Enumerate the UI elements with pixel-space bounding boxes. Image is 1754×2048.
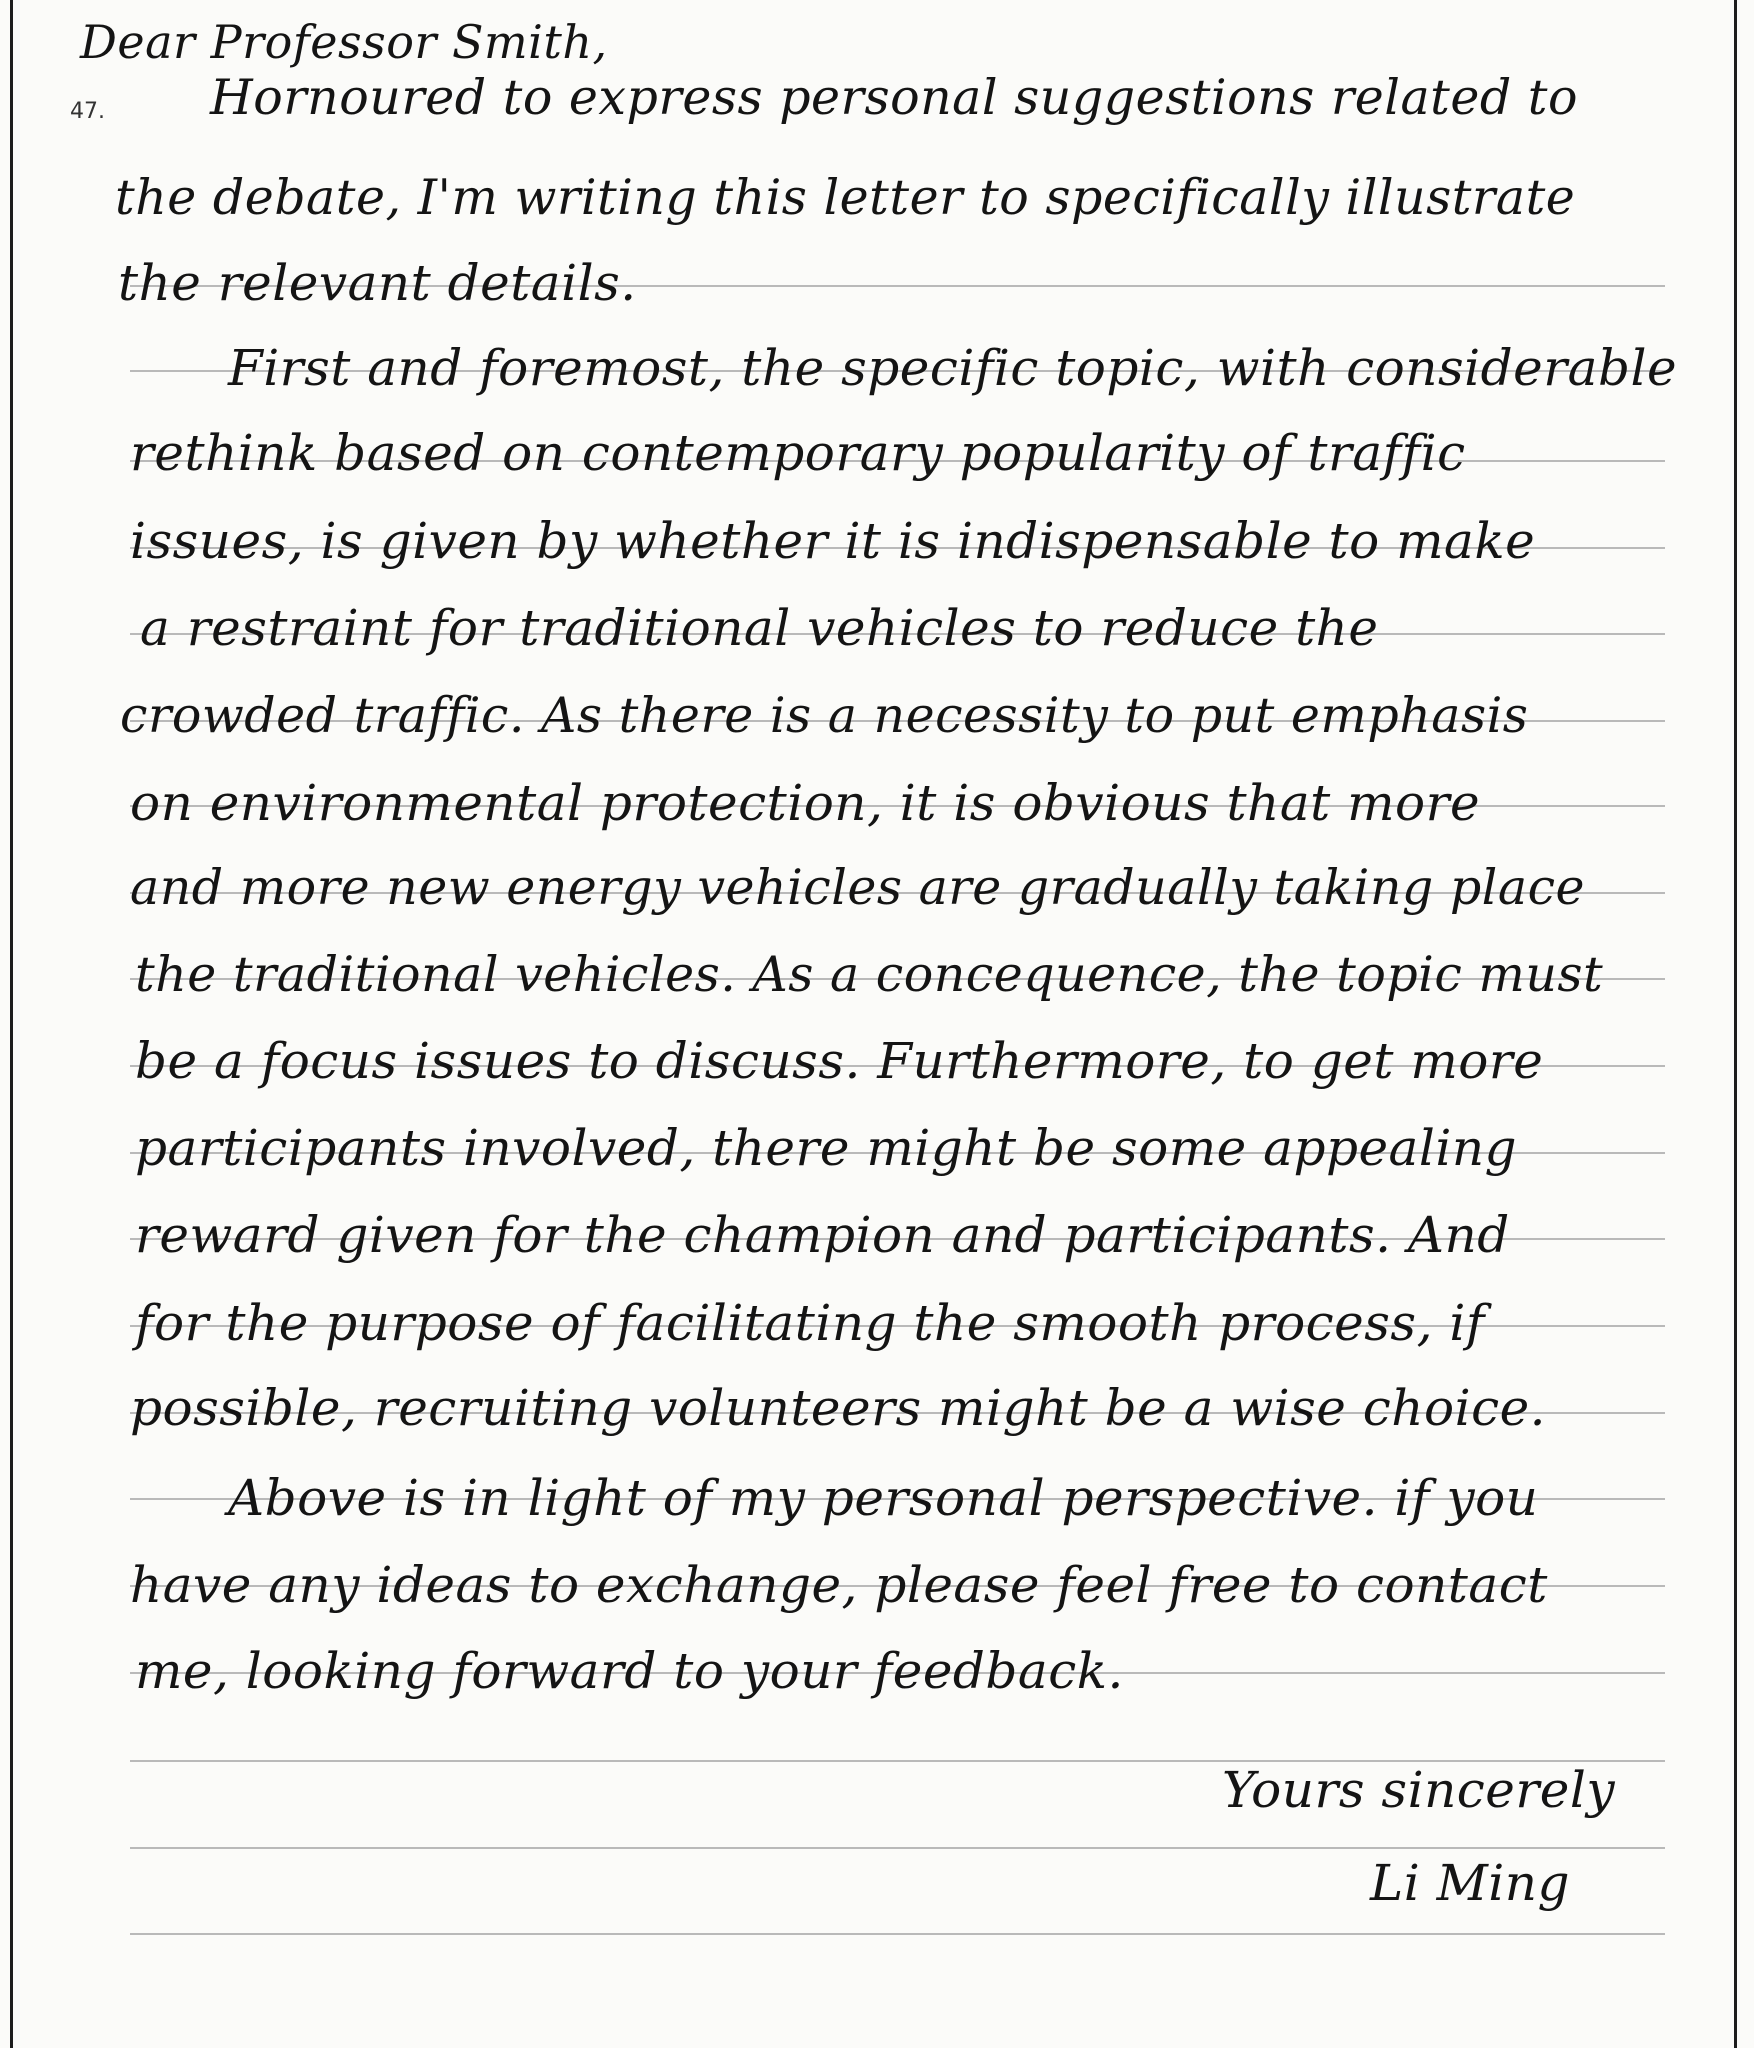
letter-line: and more new energy vehicles are gradually taking place [130, 859, 1586, 916]
letter-line: the traditional vehicles. As a concequence, the topic must [135, 946, 1604, 1003]
letter-line: the relevant details. [118, 254, 637, 312]
letter-line: participants involved, there might be some appealing [135, 1119, 1518, 1177]
letter-line: crowded traffic. As there is a necessity to put emphasis [120, 687, 1529, 744]
question-number: 47. [70, 99, 105, 124]
closing: Yours sincerely [1222, 1761, 1616, 1819]
letter-line: for the purpose of facilitating the smooth process, if [135, 1294, 1485, 1352]
sheet-right-border [1734, 0, 1737, 2048]
letter-line: Above is in light of my personal perspective. if you [228, 1469, 1539, 1527]
letter-line: issues, is given by whether it is indispensable to make [130, 512, 1536, 570]
letter-line: possible, recruiting volunteers might be a wise choice. [130, 1379, 1547, 1437]
letter-line: have any ideas to exchange, please feel free to contact [130, 1556, 1548, 1614]
letter-line: me, looking forward to your feedback. [135, 1642, 1124, 1700]
letter-line: reward given for the champion and participants. And [135, 1206, 1510, 1264]
sheet-left-border [10, 0, 13, 2048]
signature: Li Ming [1370, 1854, 1570, 1912]
letter-line: a restraint for traditional vehicles to reduce the [140, 599, 1379, 657]
salutation: Dear Professor Smith, [80, 15, 608, 69]
letter-line: the debate, I'm writing this letter to specifically illustrate [115, 169, 1576, 226]
ruled-line [130, 1933, 1665, 1935]
letter-line: First and foremost, the specific topic, with considerable [228, 339, 1678, 397]
ruled-line [130, 1847, 1665, 1849]
letter-line: rethink based on contemporary popularity of traffic [130, 424, 1466, 482]
letter-line: be a focus issues to discuss. Furthermore, to get more [135, 1032, 1544, 1090]
letter-line: on environmental protection, it is obvious that more [130, 774, 1481, 832]
letter-line: Hornoured to express personal suggestions related to [210, 69, 1578, 126]
